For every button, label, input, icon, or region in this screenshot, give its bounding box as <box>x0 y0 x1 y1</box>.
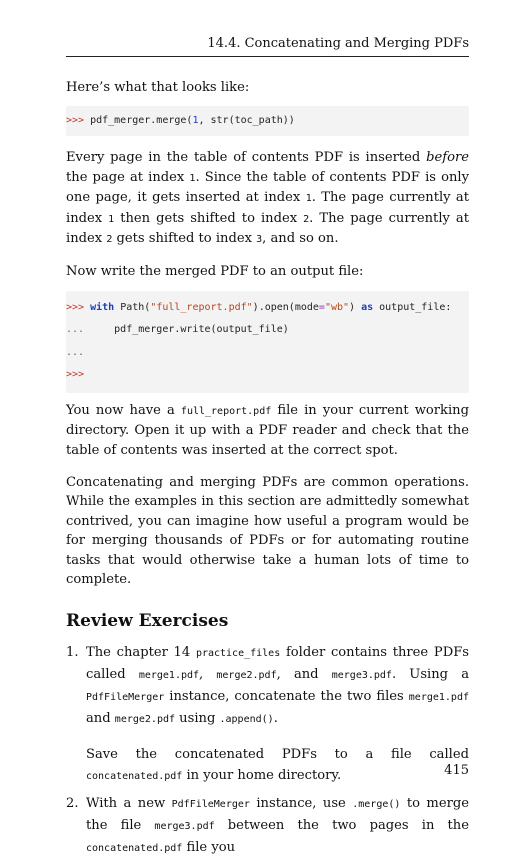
inline-code: full_report.pdf <box>180 405 272 417</box>
code-line-4 <box>66 364 469 387</box>
exercise-item-2 <box>66 793 469 859</box>
exercise-list <box>66 642 469 859</box>
text: then gets shifted to index <box>114 210 304 226</box>
inline-code: merge2.pdf <box>114 713 176 725</box>
code-continuation: ... <box>66 346 85 358</box>
paragraph-full-report <box>66 401 469 460</box>
text: . Using a <box>391 666 470 682</box>
text: Every page in the table of contents PDF is inserted <box>66 150 427 166</box>
code-text: ).open(mode <box>252 301 319 313</box>
text: Save the concatenated PDFs to a file called <box>86 746 469 762</box>
inline-code: merge2.pdf <box>216 669 277 681</box>
inline-code: 2 <box>303 213 310 225</box>
code-prompt: >>> <box>66 301 85 313</box>
exercise-number: 1. <box>66 644 79 660</box>
inline-code: merge1.pdf <box>408 691 469 703</box>
paragraph-page-index <box>66 148 469 249</box>
text: . Since the table of contents PDF is only one page, it gets inserted at index <box>66 169 470 206</box>
intro-paragraph: Here’s what that looks like: <box>66 80 250 95</box>
inline-code: concatenated.pdf <box>86 770 183 782</box>
code-number: 1 <box>192 115 199 127</box>
exercise-item-1 <box>66 642 469 787</box>
text: , and <box>276 666 332 682</box>
inline-code: PdfFileMerger <box>86 691 165 703</box>
exercise-number: 2. <box>66 795 79 811</box>
inline-code: .append() <box>219 713 274 725</box>
code-text: pdf_merger.merge( <box>84 115 193 127</box>
text: . The page currently at index <box>66 190 469 226</box>
header-rule <box>66 56 469 57</box>
text: instance, use <box>249 795 353 811</box>
code-keyword: with <box>90 301 115 313</box>
inline-code: 1 <box>189 172 196 184</box>
text: the page at index <box>66 169 190 185</box>
code-operator: = <box>318 301 325 313</box>
code-continuation: ... <box>66 324 85 336</box>
inline-code: practice_files <box>195 647 281 659</box>
code-block-write <box>66 291 469 393</box>
code-text: Path( <box>114 301 151 313</box>
text: file in your current working directory. Open it up with a PDF reader and check that the table of contents was inserted at the correct spot. <box>66 402 469 458</box>
code-text: output_file: <box>373 301 452 313</box>
text: and <box>86 710 115 726</box>
text: gets shifted to index <box>112 231 257 247</box>
exercise-text <box>86 642 469 730</box>
text: . The page currently at index <box>66 210 469 247</box>
code-line-3 <box>66 342 469 365</box>
inline-code: 1 <box>305 193 312 205</box>
inline-code: 2 <box>106 234 113 246</box>
text: instance, concatenate the two files <box>164 688 409 704</box>
code-keyword: as <box>361 301 374 313</box>
inline-code: concatenated.pdf <box>86 842 183 854</box>
paragraph-write-output: Now write the merged PDF to an output file: <box>66 264 364 280</box>
text: using <box>175 710 220 726</box>
code-text: , str(toc_path)) <box>198 115 295 127</box>
inline-code: merge1.pdf <box>138 669 200 681</box>
inline-code: merge3.pdf <box>331 669 392 681</box>
emphasis: before <box>426 150 469 166</box>
text: , and so on. <box>262 231 339 247</box>
section-heading: Review Exercises <box>66 610 229 631</box>
text: You now have a <box>66 402 181 418</box>
text: in your home directory. <box>182 767 342 783</box>
code-prompt: >>> <box>66 369 85 381</box>
inline-code: 3 <box>256 234 263 246</box>
inline-code: 1 <box>108 213 115 225</box>
code-text: pdf_merger.write(output_file) <box>84 324 289 336</box>
text: folder contains three PDFs called <box>86 644 469 682</box>
inline-code: .merge() <box>352 798 401 810</box>
code-text: ) <box>349 301 362 313</box>
code-line-2 <box>66 319 469 342</box>
running-header: 14.4. Concatenating and Merging PDFs <box>207 36 469 51</box>
text: between the two pages in the <box>214 817 469 833</box>
paragraph-concatenating: Concatenating and merging PDFs are common operations. While the examples in this section are admittedly somewhat contrived, you can imagine how useful a program would be for merging thousands of PDFs or for automating routine tasks that would otherwise take a human lots of time to complete. <box>66 475 469 588</box>
inline-code: merge3.pdf <box>154 820 215 832</box>
code-block-merge <box>66 106 469 136</box>
code-prompt: >>> <box>66 115 85 127</box>
text: With a new <box>86 795 172 811</box>
page-content <box>66 76 469 859</box>
inline-code: PdfFileMerger <box>171 798 250 810</box>
exercise-text-continued <box>86 744 469 787</box>
text: to merge the file <box>86 795 469 833</box>
text: , <box>199 666 217 682</box>
code-string: "wb" <box>324 301 350 313</box>
text: The chapter 14 <box>86 644 196 660</box>
code-string: "full_report.pdf" <box>150 301 253 313</box>
page-number: 415 <box>444 763 469 778</box>
exercise-text <box>86 793 469 859</box>
text: . <box>273 710 278 726</box>
code-line-1 <box>66 297 469 320</box>
text: file you <box>182 839 236 855</box>
